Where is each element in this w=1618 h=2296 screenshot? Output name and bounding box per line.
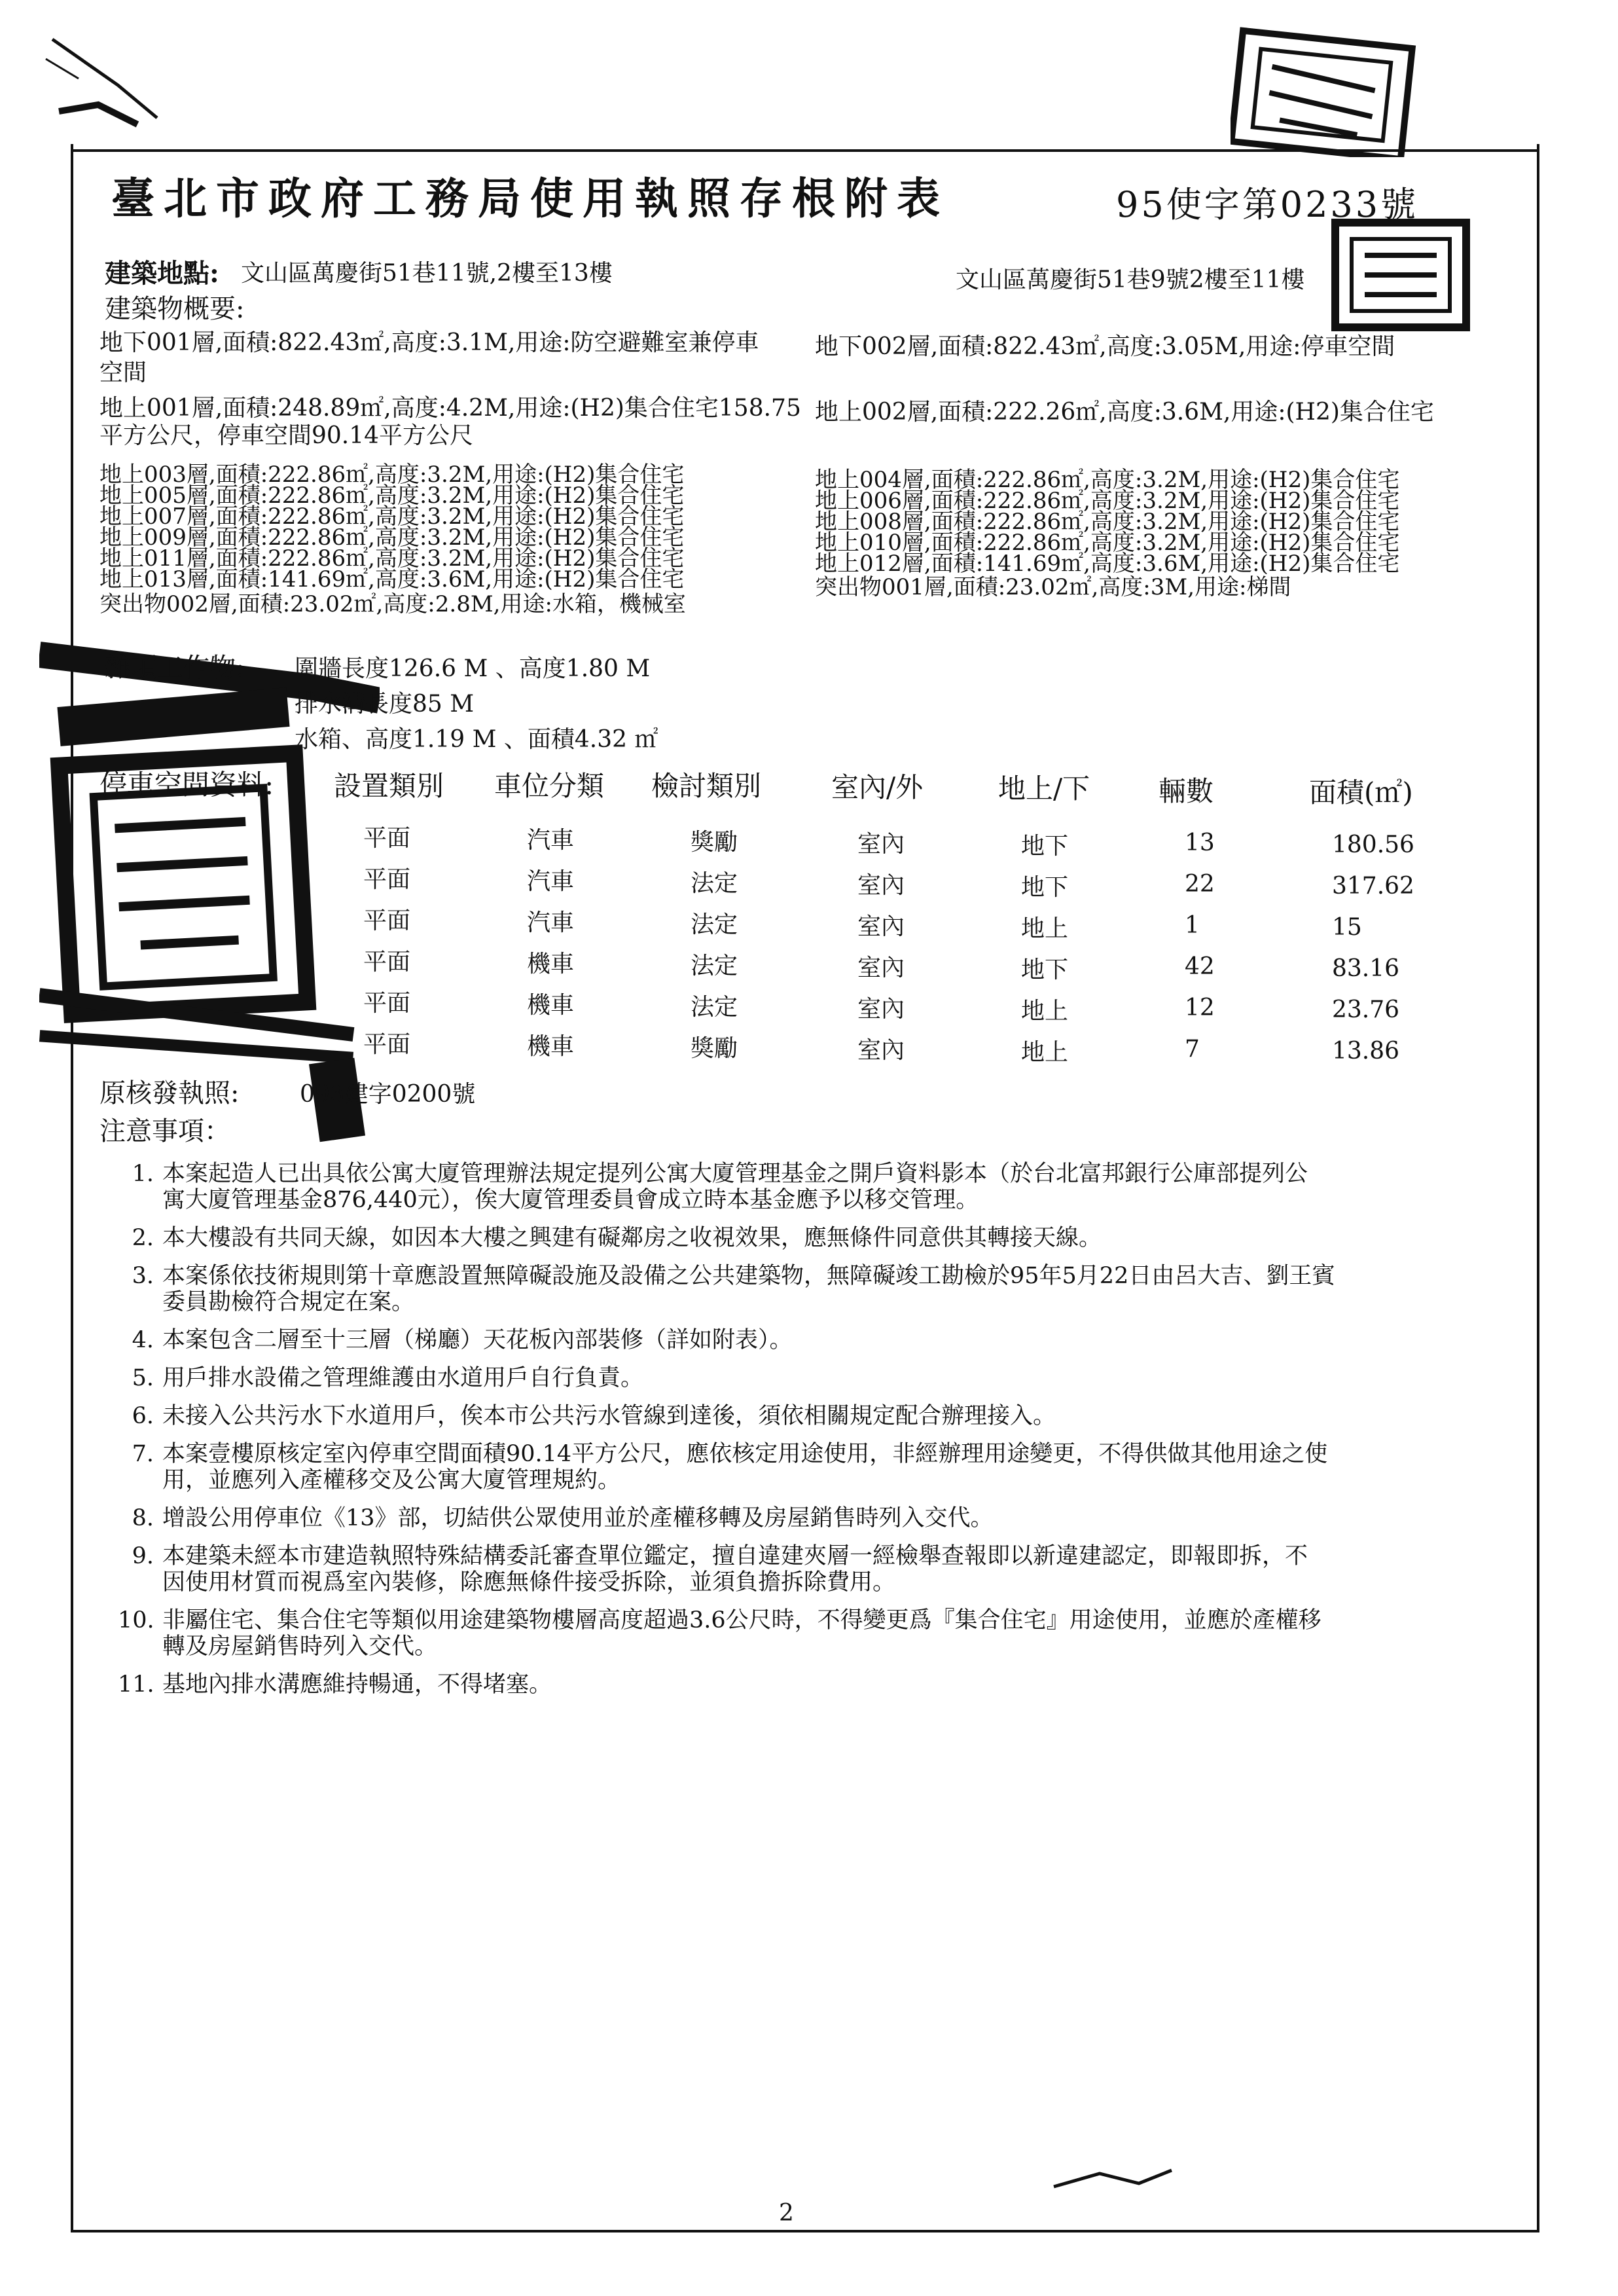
note-number: 11. [118,1671,154,1698]
top-left-scan-mark [39,26,170,131]
page-number: 2 [779,2200,794,2227]
note-text-line: 本案係依技術規則第十章應設置無障礙設施及設備之公共建築物，無障礙竣工勘檢於95年5月22日由呂大吉、劉王賓 [162,1263,1335,1289]
overview-label: 建築物概要: [105,294,245,324]
floor-left-row: 地上003層,面積:222.86㎡,高度:3.2M,用途:(H2)集合住宅 [99,462,685,488]
note-text-line: 本建築未經本市建造執照特殊結構委託審查單位鑑定，擅自違建夾層一經檢舉查報即以新違建認定，即報即拆，不 [162,1543,1308,1569]
parking-cell: 平面 [363,907,411,934]
floor-left-row: 地上011層,面積:222.86㎡,高度:3.2M,用途:(H2)集合住宅 [99,545,685,572]
note-text-line: 本大樓設有共同天線，如因本大樓之興建有礙鄰房之收視效果，應無條件同意供其轉接天線。 [162,1225,1102,1251]
basement-1: 地下001層,面積:822.43㎡,高度:3.1M,用途:防空避難室兼停車 [99,329,759,356]
parking-cell: 機車 [527,951,575,977]
note-number: 1. [132,1161,154,1187]
parking-cell: 汽車 [527,868,575,895]
parking-cell: 地上 [1021,998,1069,1025]
floor-left-row: 地上009層,面積:222.86㎡,高度:3.2M,用途:(H2)集合住宅 [99,524,685,551]
basement-2: 地下002層,面積:822.43㎡,高度:3.05M,用途:停車空間 [815,333,1395,360]
parking-cell: 83.16 [1332,955,1400,982]
floor-left-row: 突出物002層,面積:23.02㎡,高度:2.8M,用途:水箱，機械室 [99,591,686,617]
floor-right-row: 地上010層,面積:222.86㎡,高度:3.2M,用途:(H2)集合住宅 [815,530,1400,556]
note-text-line: 基地內排水溝應維持暢通，不得堵塞。 [162,1671,552,1698]
parking-cell: 地上 [1021,1039,1069,1066]
note-number: 5. [132,1365,154,1391]
note-text-line: 本案壹樓原核定室內停車空間面積90.14平方公尺，應依核定用途使用，非經辦理用途變更，不得供做其他用途之使 [162,1441,1328,1467]
parking-cell: 獎勵 [691,1035,738,1062]
parking-cell: 13.86 [1332,1038,1400,1065]
top-right-seal [1231,26,1427,157]
parking-cell: 機車 [527,992,575,1019]
parking-cell: 室內 [857,996,905,1023]
note-text-line: 用戶排水設備之管理維護由水道用戶自行負責。 [162,1365,644,1391]
floor-1: 地上001層,面積:248.89㎡,高度:4.2M,用途:(H2)集合住宅158.75 [99,395,801,422]
parking-cell: 12 [1185,994,1215,1021]
basement-cont: 空間 [99,359,147,386]
parking-header: 設置類別 [334,770,444,802]
note-number: 4. [132,1327,154,1353]
note-number: 10. [118,1607,154,1633]
parking-cell: 平面 [363,990,411,1017]
note-text-line: 用，並應列入產權移交及公寓大廈管理規約。 [162,1467,621,1493]
parking-cell: 317.62 [1332,873,1414,900]
parking-cell: 地下 [1021,874,1069,901]
parking-cell: 法定 [691,994,738,1021]
parking-cell: 機車 [527,1033,575,1060]
parking-label: 停車空間資料: [99,769,274,801]
document-title: 臺北市政府工務局使用執照存根附表 [111,173,949,224]
site-address-secondary: 文山區萬慶街51巷9號2樓至11樓 [956,266,1305,293]
misc-work-item: 水箱、高度1.19 M 、面積4.32 ㎡ [295,726,658,753]
parking-cell: 法定 [691,953,738,979]
parking-cell: 汽車 [527,909,575,936]
parking-header: 車位分類 [494,770,605,802]
misc-work-item: 排水溝長度85 M [295,691,475,718]
header-rule [71,149,1537,152]
note-text-line: 因使用材質而視爲室內裝修，除應無條件接受拆除，並須負擔拆除費用。 [162,1569,896,1595]
floor-right-row: 突出物001層,面積:23.02㎡,高度:3M,用途:梯間 [815,574,1291,600]
floor-1-cont: 平方公尺，停車空間90.14平方公尺 [99,422,474,449]
parking-header: 面積(㎡) [1309,776,1413,809]
parking-cell: 地下 [1021,833,1069,860]
floor-left-row: 地上013層,面積:141.69㎡,高度:3.6M,用途:(H2)集合住宅 [99,566,685,592]
original-permit-value: 093建字0200號 [300,1081,476,1108]
parking-cell: 平面 [363,949,411,975]
parking-header: 檢討類別 [651,770,762,802]
floor-left-row: 地上005層,面積:222.86㎡,高度:3.2M,用途:(H2)集合住宅 [99,483,685,509]
parking-cell: 法定 [691,911,738,938]
floor-right-row: 地上008層,面積:222.86㎡,高度:3.2M,用途:(H2)集合住宅 [815,509,1400,535]
floor-right-row: 地上006層,面積:222.86㎡,高度:3.2M,用途:(H2)集合住宅 [815,488,1400,514]
note-text-line: 本案包含二層至十三層（梯廳）天花板內部裝修（詳如附表）。 [162,1327,793,1353]
floor-left-row: 地上007層,面積:222.86㎡,高度:3.2M,用途:(H2)集合住宅 [99,503,685,530]
original-permit-label: 原核發執照: [99,1078,240,1108]
parking-cell: 13 [1185,829,1215,856]
parking-cell: 室內 [857,913,905,940]
parking-cell: 室內 [857,955,905,981]
parking-cell: 平面 [363,1031,411,1058]
note-number: 9. [132,1543,154,1569]
parking-cell: 法定 [691,870,738,897]
note-text-line: 非屬住宅、集合住宅等類似用途建築物樓層高度超過3.6公尺時，不得變更爲『集合住宅』用途使用，並應於產權移 [162,1607,1321,1633]
parking-cell: 23.76 [1332,996,1400,1023]
site-label: 建築地點: [105,258,219,289]
parking-cell: 42 [1185,953,1215,980]
parking-cell: 7 [1185,1036,1200,1063]
note-number: 6. [132,1403,154,1429]
misc-work-item: 圍牆長度126.6 M 、高度1.80 M [295,655,651,682]
parking-header: 輛數 [1159,775,1214,807]
parking-cell: 獎勵 [691,829,738,856]
permit-number: 95使字第0233號 [1116,184,1419,225]
notes-label: 注意事項： [99,1116,230,1146]
floor-right-row: 地上012層,面積:141.69㎡,高度:3.6M,用途:(H2)集合住宅 [815,551,1400,577]
note-number: 3. [132,1263,154,1289]
parking-cell: 平面 [363,825,411,852]
note-text-line: 寓大廈管理基金876,440元），俟大廈管理委員會成立時本基金應予以移交管理。 [162,1187,979,1213]
parking-cell: 室內 [857,1037,905,1064]
parking-cell: 平面 [363,866,411,893]
note-text-line: 本案起造人已出具依公寓大廈管理辦法規定提列公寓大廈管理基金之開戶資料影本（於台北富邦銀行公庫部提列公 [162,1161,1308,1187]
parking-cell: 地上 [1021,915,1069,942]
misc-works-label: 雜項工作物: [105,653,245,683]
parking-cell: 汽車 [527,827,575,854]
parking-cell: 15 [1332,914,1362,941]
parking-cell: 180.56 [1332,831,1414,858]
note-text-line: 未接入公共污水下水道用戶，俟本市公共污水管線到達後，須依相關規定配合辦理接入。 [162,1403,1056,1429]
floor-2: 地上002層,面積:222.26㎡,高度:3.6M,用途:(H2)集合住宅 [815,399,1434,426]
parking-header: 室內/外 [831,771,924,803]
note-text-line: 委員勘檢符合規定在案。 [162,1289,415,1315]
parking-cell: 室內 [857,831,905,858]
parking-cell: 地下 [1021,957,1069,983]
site-address-main: 文山區萬慶街51巷11號,2樓至13樓 [241,260,613,287]
parking-header: 地上/下 [998,773,1090,805]
floor-right-row: 地上004層,面積:222.86㎡,高度:3.2M,用途:(H2)集合住宅 [815,467,1400,493]
note-number: 2. [132,1225,154,1251]
note-text-line: 增設公用停車位《13》部，切結供公眾使用並於產權移轉及房屋銷售時列入交代。 [162,1505,994,1531]
parking-cell: 1 [1185,912,1200,939]
note-number: 8. [132,1505,154,1531]
parking-cell: 22 [1185,871,1215,898]
note-text-line: 轉及房屋銷售時列入交代。 [162,1633,438,1660]
parking-cell: 室內 [857,872,905,899]
note-number: 7. [132,1441,154,1467]
